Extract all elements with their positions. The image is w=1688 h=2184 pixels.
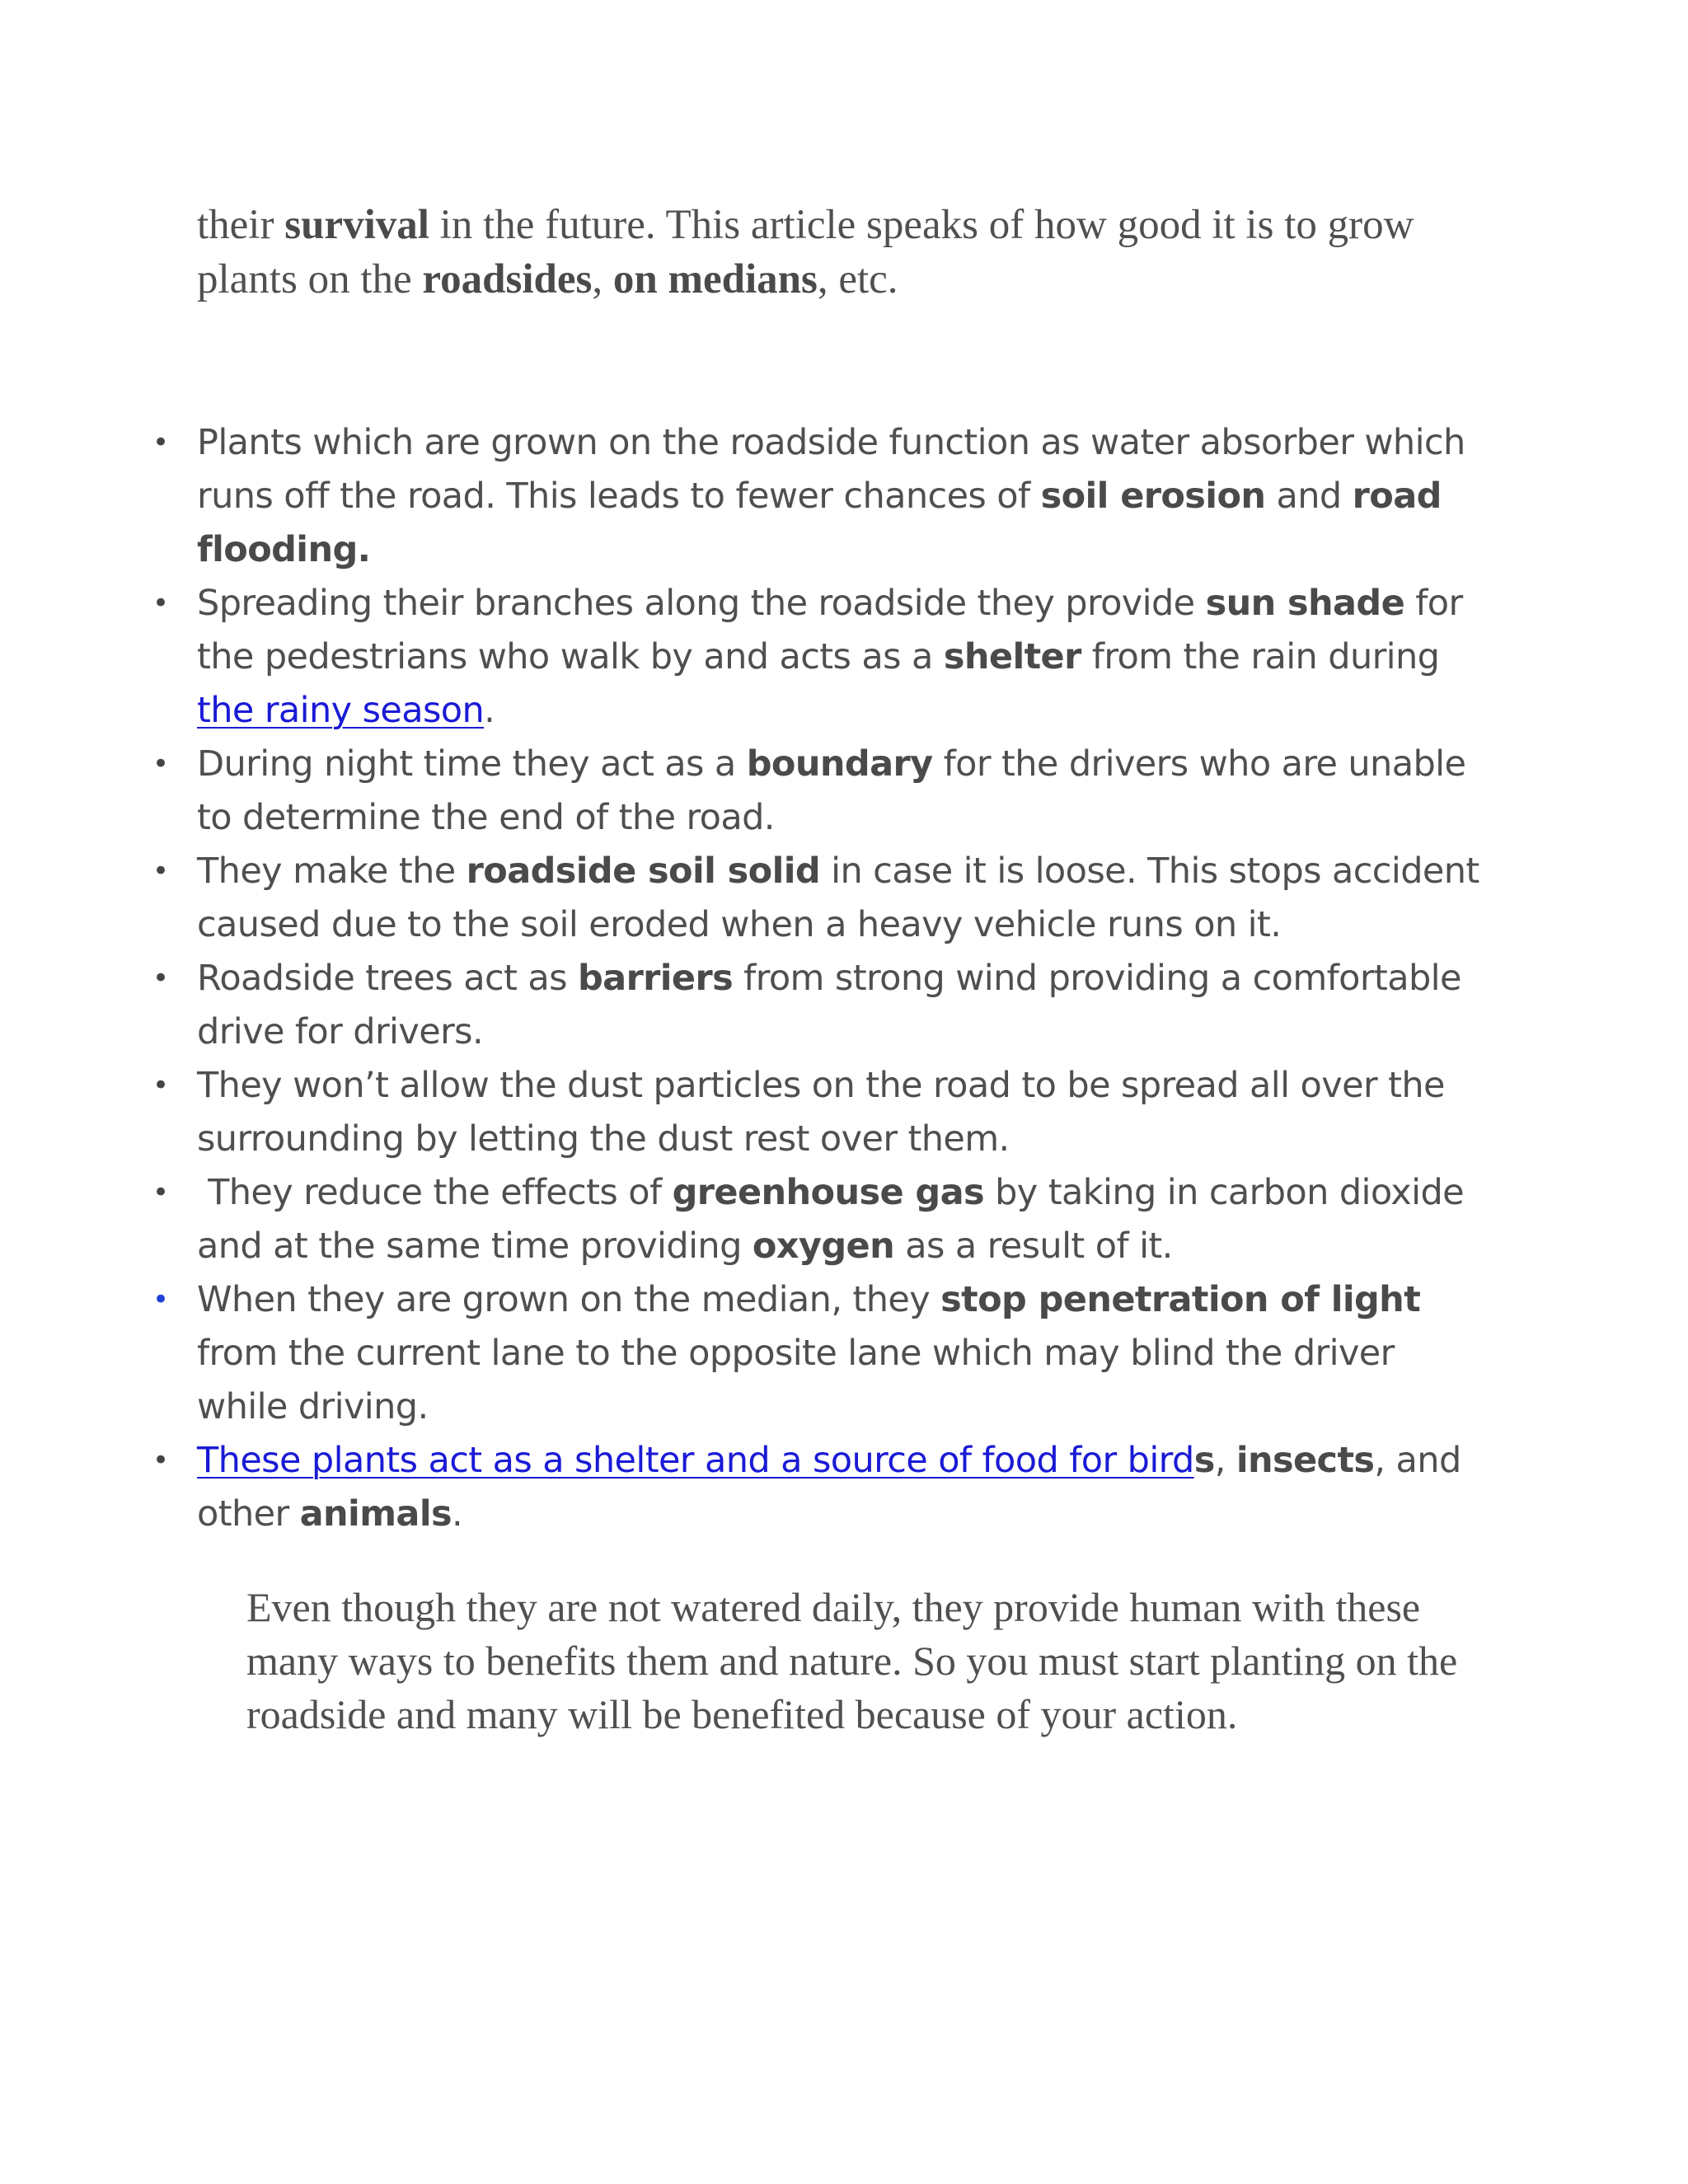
item-text: for the pedestrians who walk by and acts as a <box>197 583 1463 677</box>
item-bold: soil erosion <box>1040 476 1266 517</box>
list-item <box>0 416 1483 577</box>
item-bold: barriers <box>577 958 734 999</box>
intro-bold-roadsides: roadsides <box>422 256 593 302</box>
item-text: from the current lane to the opposite lane which may blind the driver while driving. <box>197 1333 1395 1427</box>
bullet-icon: • <box>152 962 169 995</box>
item-text: in case it is loose. This stops accident caused due to the soil eroded when a heavy vehicle runs on it. <box>197 851 1479 945</box>
intro-text-3: , <box>592 256 613 302</box>
item-text: Spreading their branches along the roadside they provide <box>197 583 1206 624</box>
bullet-icon: • <box>152 855 169 888</box>
bullet-icon: • <box>152 426 169 459</box>
item-text: for the drivers who are unable to determine the end of the road. <box>197 743 1466 838</box>
item-text: , <box>1214 1440 1236 1481</box>
item-bold: sun shade <box>1205 583 1405 624</box>
intro-text-1: their <box>197 202 285 248</box>
list-item <box>0 1273 1483 1434</box>
item-bold: stop penetration of light <box>940 1279 1421 1320</box>
intro-bold-survival: survival <box>284 202 429 248</box>
shelter-food-link[interactable]: These plants act as a shelter and a source of food for bird <box>197 1440 1194 1481</box>
item-text: from the rain during <box>1081 636 1440 677</box>
intro-bold-medians: on medians <box>612 256 818 302</box>
list-item <box>0 1059 1483 1166</box>
item-text: from strong wind providing a comfortable drive for drivers. <box>197 958 1461 1052</box>
item-text: When they are grown on the median, they <box>197 1279 941 1320</box>
closing-paragraph: Even though they are not watered daily, they provide human with these many ways to benefits them and nature. So you must start planting on the roadside and many will be benefited because of your action. <box>246 1584 1458 1737</box>
item-text: , and other <box>197 1440 1461 1535</box>
item-text: They reduce the effects of <box>197 1172 673 1213</box>
item-text: and <box>1265 476 1353 517</box>
bullet-icon: • <box>152 1069 169 1102</box>
item-text: . <box>484 690 495 731</box>
rainy-season-link[interactable]: the rainy season <box>197 690 485 731</box>
list-item <box>0 577 1483 738</box>
list-item <box>0 845 1483 952</box>
item-text: During night time they act as a <box>197 743 747 785</box>
item-text: by taking in carbon dioxide and at the same time providing <box>197 1172 1465 1267</box>
bullet-icon: • <box>152 1283 169 1316</box>
item-text: They make the <box>197 851 467 892</box>
intro-paragraph <box>197 198 1483 307</box>
item-bold: animals <box>299 1493 452 1535</box>
item-bold: greenhouse gas <box>672 1172 985 1213</box>
item-text: . <box>451 1493 463 1535</box>
bullet-icon: • <box>152 748 169 780</box>
intro-text-4: , etc. <box>817 256 898 302</box>
item-bold: road flooding. <box>197 476 1442 570</box>
item-text: Plants which are grown on the roadside function as water absorber which runs off the road. This leads to fewer chances of <box>197 422 1465 517</box>
item-bold: insects <box>1236 1440 1375 1481</box>
bullet-icon: • <box>152 1176 169 1209</box>
list-item <box>0 738 1483 845</box>
item-bold: oxygen <box>752 1226 895 1267</box>
item-bold: boundary <box>746 743 933 785</box>
item-bold: roadside soil solid <box>466 851 821 892</box>
item-text: Roadside trees act as <box>197 958 578 999</box>
item-text: They won’t allow the dust particles on the road to be spread all over the surrounding by letting the dust rest over them. <box>197 1065 1445 1160</box>
item-bold: shelter <box>943 636 1081 677</box>
bullet-icon: • <box>152 1444 169 1477</box>
list-item <box>0 1166 1483 1273</box>
list-item <box>0 1434 1483 1541</box>
item-bold: s <box>1193 1440 1215 1481</box>
item-text: as a result of it. <box>894 1226 1173 1267</box>
benefits-list <box>0 416 1688 1541</box>
bullet-icon: • <box>152 587 169 620</box>
list-item <box>0 952 1483 1059</box>
intro-text-2: in the future. This article speaks of how good it is to grow plants on the <box>197 202 1414 302</box>
